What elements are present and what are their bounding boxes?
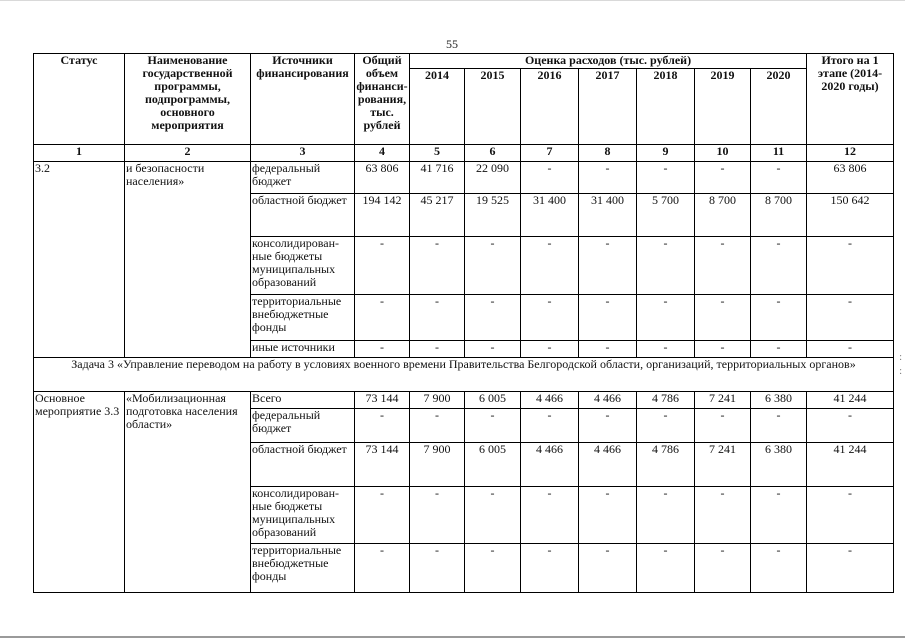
amount-cell: - <box>521 237 579 295</box>
amount-cell: - <box>579 487 637 544</box>
table-row <box>34 392 894 409</box>
amount-cell: 4 466 <box>579 392 637 409</box>
column-number-row <box>34 145 894 162</box>
amount-cell: - <box>579 162 637 194</box>
amount-cell: - <box>695 162 751 194</box>
amount-cell: - <box>579 237 637 295</box>
amount-cell: 7 241 <box>695 443 751 487</box>
amount-cell: 63 806 <box>355 162 410 194</box>
amount-cell: - <box>637 487 695 544</box>
amount-cell: - <box>355 487 410 544</box>
table-row <box>34 162 894 194</box>
amount-cell: 4 786 <box>637 443 695 487</box>
column-number: 11 <box>751 145 807 162</box>
amount-cell: - <box>410 237 465 295</box>
amount-cell: - <box>410 544 465 593</box>
amount-cell: - <box>751 295 807 341</box>
amount-cell: - <box>695 237 751 295</box>
amount-cell: - <box>637 341 695 358</box>
amount-cell: - <box>751 487 807 544</box>
column-number: 12 <box>807 145 894 162</box>
status-cell: 3.2 <box>34 162 125 358</box>
amount-cell: - <box>695 544 751 593</box>
amount-cell: - <box>695 409 751 443</box>
amount-cell: 6 380 <box>751 443 807 487</box>
amount-cell: - <box>355 409 410 443</box>
funding-source-cell: Всего <box>251 392 355 409</box>
column-number: 4 <box>355 145 410 162</box>
column-number: 5 <box>410 145 465 162</box>
amount-cell: - <box>410 409 465 443</box>
amount-cell: - <box>465 544 521 593</box>
amount-cell: - <box>637 409 695 443</box>
amount-cell: - <box>410 341 465 358</box>
funding-source-cell: консолидирован-ные бюджеты муниципальных образований <box>251 487 355 544</box>
header-year: 2016 <box>521 69 579 145</box>
amount-cell: - <box>637 295 695 341</box>
header-funding-sources: Источники финансирования <box>251 54 355 145</box>
column-number: 9 <box>637 145 695 162</box>
amount-cell: 194 142 <box>355 194 410 237</box>
funding-source-cell: областной бюджет <box>251 194 355 237</box>
amount-cell: 73 144 <box>355 443 410 487</box>
amount-cell: 6 380 <box>751 392 807 409</box>
amount-cell: - <box>637 237 695 295</box>
amount-cell: - <box>695 295 751 341</box>
amount-cell: 41 244 <box>807 443 894 487</box>
amount-cell: - <box>751 544 807 593</box>
amount-cell: - <box>521 341 579 358</box>
header-total-funding: Общий объем финанси-рования, тыс. рублей <box>355 54 410 145</box>
funding-source-cell: федеральный бюджет <box>251 162 355 194</box>
amount-cell: - <box>355 544 410 593</box>
amount-cell: - <box>751 162 807 194</box>
amount-cell: 8 700 <box>751 194 807 237</box>
funding-source-cell: областной бюджет <box>251 443 355 487</box>
amount-cell: - <box>807 544 894 593</box>
status-cell: Основное мероприятие 3.3 <box>34 392 125 593</box>
amount-cell: - <box>521 295 579 341</box>
amount-cell: 19 525 <box>465 194 521 237</box>
scan-edge-bottom <box>0 636 905 638</box>
header-stage-total: Итого на 1 этапе (2014-2020 годы) <box>807 54 894 145</box>
header-year: 2019 <box>695 69 751 145</box>
amount-cell: 7 900 <box>410 392 465 409</box>
header-year: 2020 <box>751 69 807 145</box>
scan-margin-mark: : <box>899 366 902 377</box>
amount-cell: - <box>355 295 410 341</box>
amount-cell: - <box>751 341 807 358</box>
scan-margin-mark: : <box>899 352 902 363</box>
amount-cell: 63 806 <box>807 162 894 194</box>
amount-cell: - <box>355 341 410 358</box>
column-number: 3 <box>251 145 355 162</box>
amount-cell: - <box>807 341 894 358</box>
amount-cell: - <box>807 487 894 544</box>
program-name-cell: «Мобилизационная подготовка населения области» <box>125 392 251 593</box>
amount-cell: 4 466 <box>579 443 637 487</box>
block2-body <box>34 392 894 593</box>
amount-cell: 45 217 <box>410 194 465 237</box>
amount-cell: 4 786 <box>637 392 695 409</box>
amount-cell: 22 090 <box>465 162 521 194</box>
column-number: 7 <box>521 145 579 162</box>
amount-cell: 41 716 <box>410 162 465 194</box>
amount-cell: 5 700 <box>637 194 695 237</box>
amount-cell: - <box>807 295 894 341</box>
amount-cell: - <box>579 409 637 443</box>
amount-cell: 150 642 <box>807 194 894 237</box>
amount-cell: 4 466 <box>521 443 579 487</box>
funding-source-cell: территориальные внебюджетные фонды <box>251 295 355 341</box>
header-status: Статус <box>34 54 125 145</box>
funding-source-cell: территориальные внебюджетные фонды <box>251 544 355 593</box>
program-name-cell: и безопасности населения» <box>125 162 251 358</box>
amount-cell: - <box>465 295 521 341</box>
task-heading: Задача 3 «Управление переводом на работу в условиях военного времени Правительства Белгородской области, организаций, территориальных органов» <box>34 358 894 392</box>
amount-cell: 41 244 <box>807 392 894 409</box>
header-expense-estimate: Оценка расходов (тыс. рублей) <box>410 54 807 69</box>
header-year: 2017 <box>579 69 637 145</box>
amount-cell: 7 900 <box>410 443 465 487</box>
amount-cell: - <box>751 409 807 443</box>
amount-cell: - <box>521 487 579 544</box>
header-year: 2015 <box>465 69 521 145</box>
column-number: 2 <box>125 145 251 162</box>
column-number: 10 <box>695 145 751 162</box>
funding-source-cell: консолидирован-ные бюджеты муниципальных образований <box>251 237 355 295</box>
amount-cell: - <box>579 295 637 341</box>
amount-cell: - <box>751 237 807 295</box>
amount-cell: - <box>355 237 410 295</box>
amount-cell: - <box>465 409 521 443</box>
amount-cell: - <box>637 162 695 194</box>
scan-edge-top <box>0 0 905 1</box>
amount-cell: - <box>521 544 579 593</box>
amount-cell: 8 700 <box>695 194 751 237</box>
amount-cell: 6 005 <box>465 443 521 487</box>
header-program-name: Наименование государственной программы, подпрограммы, основного мероприятия <box>125 54 251 145</box>
amount-cell: 6 005 <box>465 392 521 409</box>
task-section <box>34 358 894 392</box>
funding-source-cell: иные источники <box>251 341 355 358</box>
page-number: 55 <box>446 37 458 51</box>
column-number: 6 <box>465 145 521 162</box>
column-number: 8 <box>579 145 637 162</box>
amount-cell: - <box>637 544 695 593</box>
header-year: 2018 <box>637 69 695 145</box>
amount-cell: - <box>521 162 579 194</box>
funding-source-cell: федеральный бюджет <box>251 409 355 443</box>
amount-cell: - <box>465 341 521 358</box>
amount-cell: - <box>465 237 521 295</box>
amount-cell: - <box>465 487 521 544</box>
amount-cell: 31 400 <box>579 194 637 237</box>
amount-cell: - <box>695 341 751 358</box>
amount-cell: - <box>579 341 637 358</box>
amount-cell: - <box>579 544 637 593</box>
block1-body <box>34 162 894 358</box>
amount-cell: 4 466 <box>521 392 579 409</box>
amount-cell: - <box>695 487 751 544</box>
column-number: 1 <box>34 145 125 162</box>
amount-cell: - <box>521 409 579 443</box>
amount-cell: - <box>807 237 894 295</box>
amount-cell: - <box>410 295 465 341</box>
budget-table <box>33 53 894 593</box>
header-year: 2014 <box>410 69 465 145</box>
amount-cell: 31 400 <box>521 194 579 237</box>
amount-cell: - <box>807 409 894 443</box>
amount-cell: 7 241 <box>695 392 751 409</box>
amount-cell: 73 144 <box>355 392 410 409</box>
amount-cell: - <box>410 487 465 544</box>
